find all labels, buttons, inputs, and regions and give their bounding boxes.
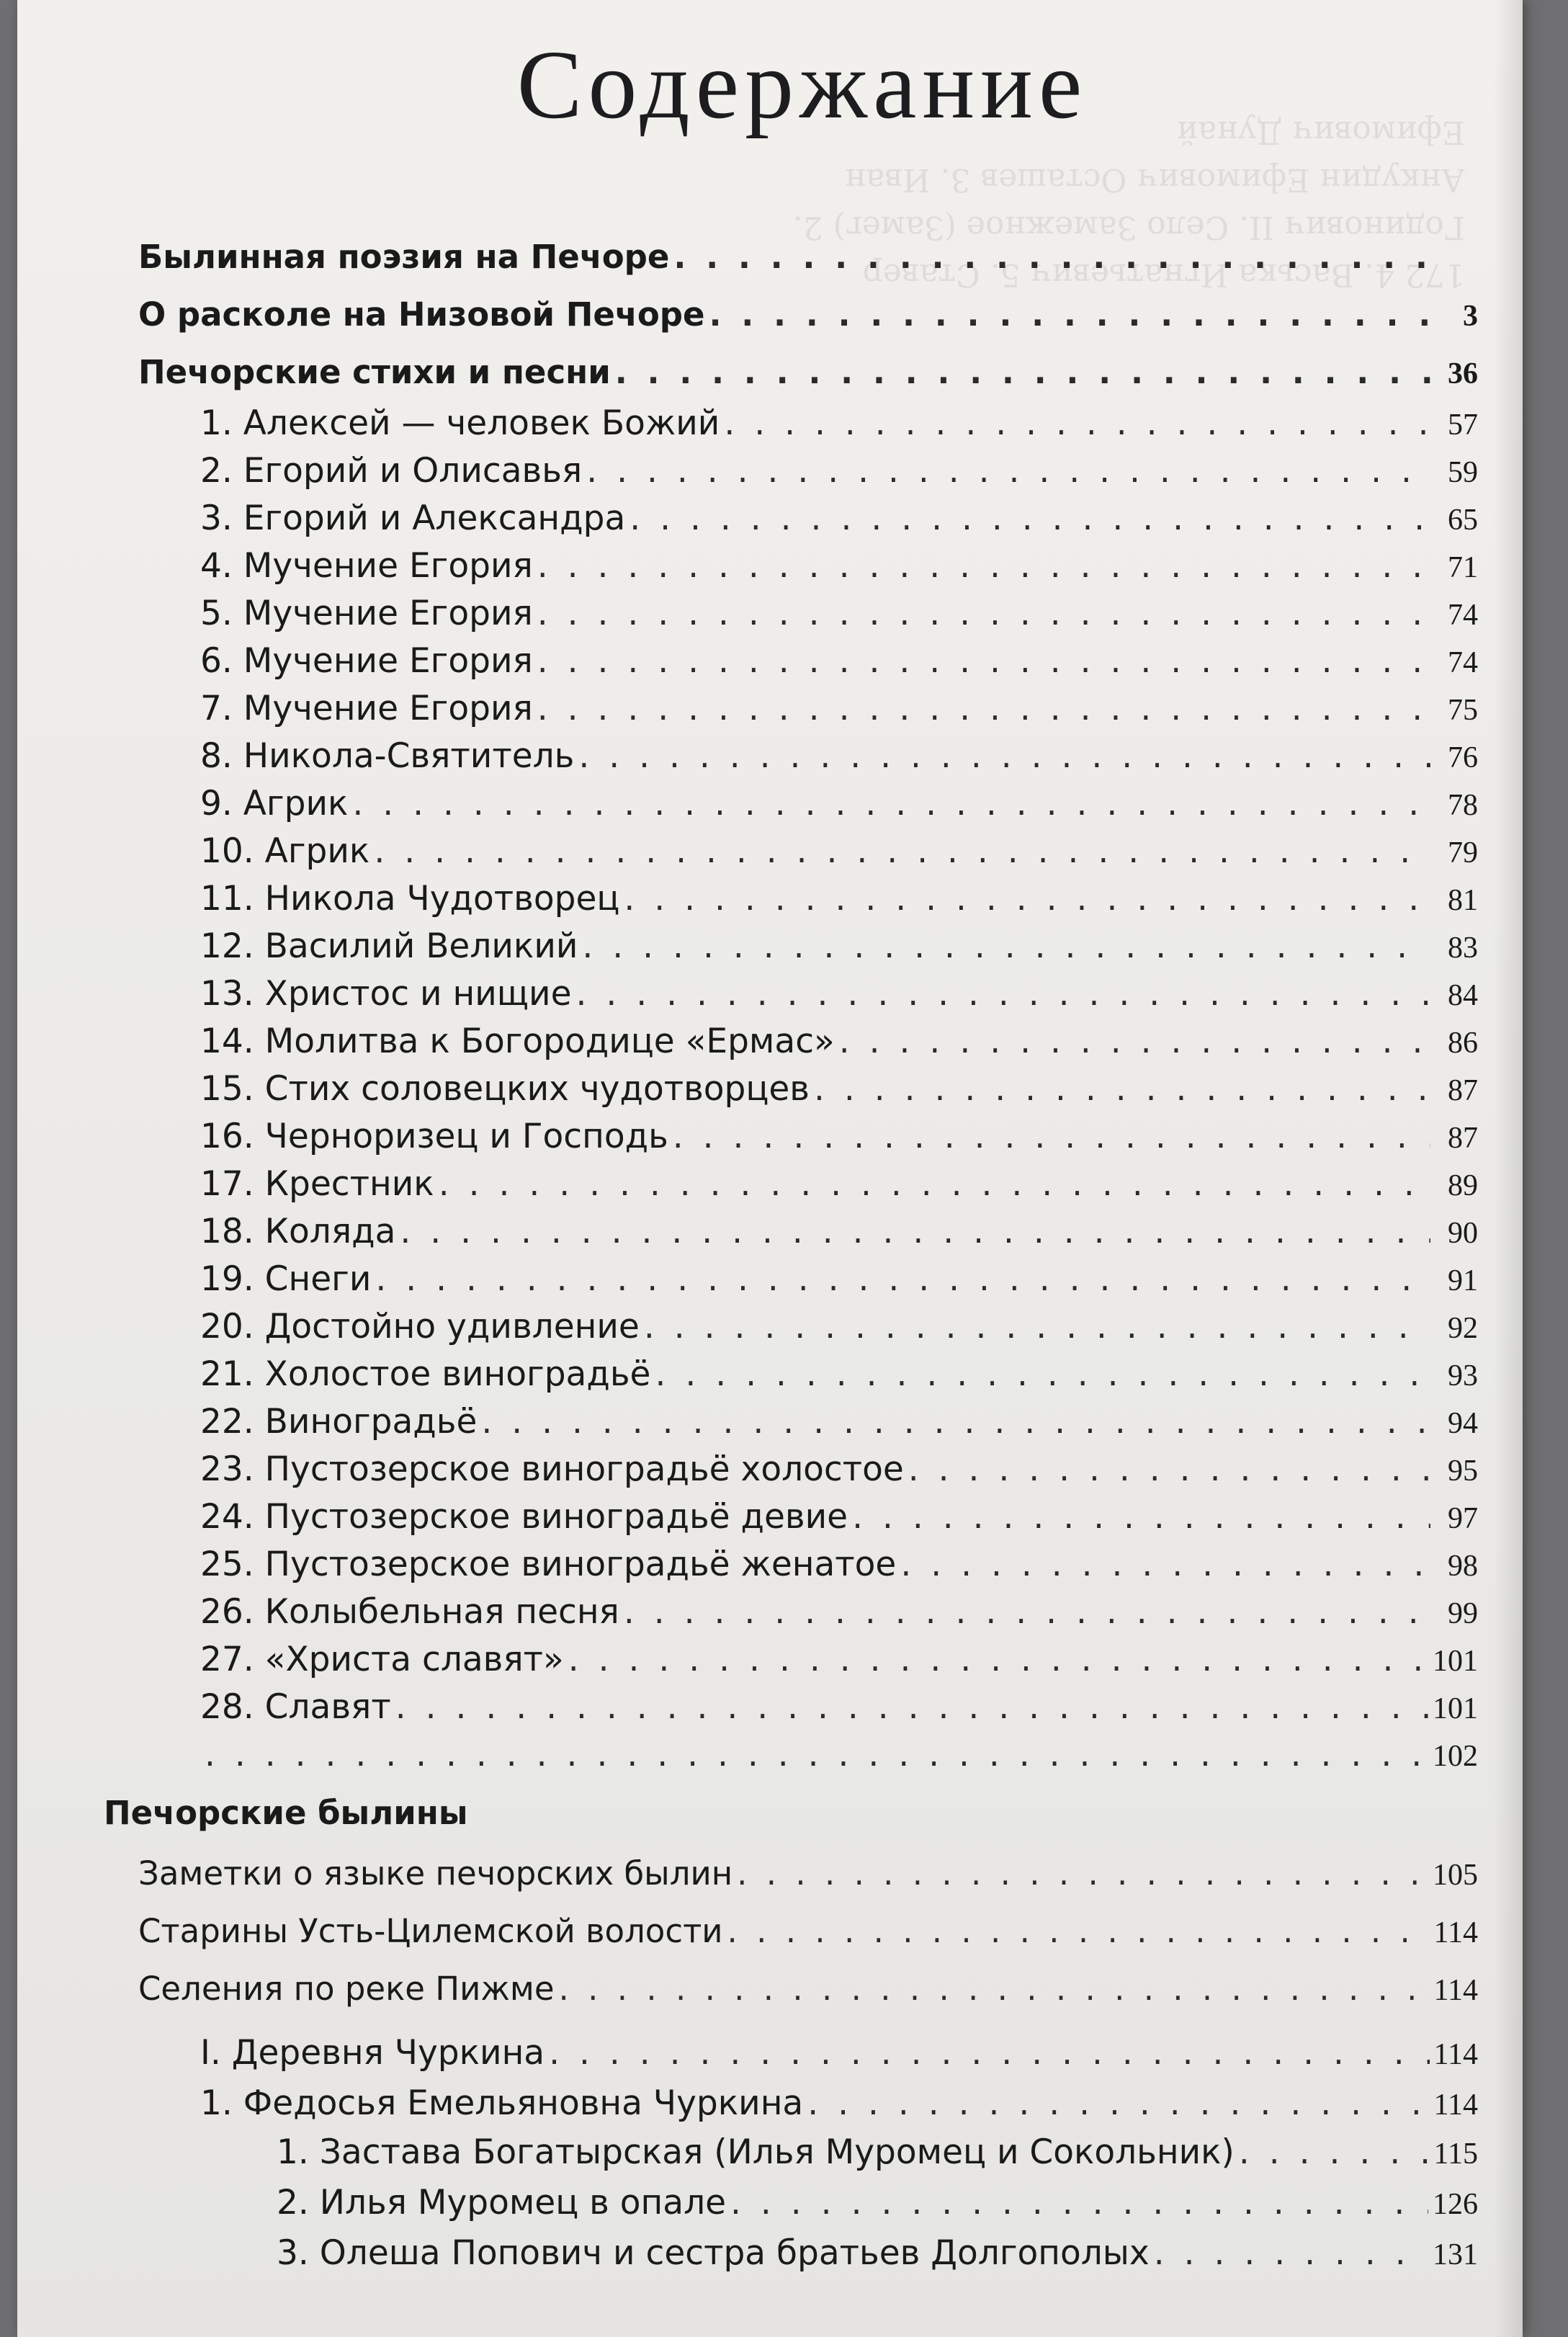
toc-entry-label: 17. Крестник: [200, 1164, 434, 1204]
dot-leader: [814, 1069, 1430, 1109]
toc-entry[interactable]: [200, 1069, 1478, 1109]
toc-entry-page: 65: [1448, 504, 1478, 537]
dot-leader: [582, 926, 1430, 966]
toc-entry-page: 75: [1448, 694, 1478, 727]
dot-leader: [374, 831, 1430, 871]
toc-entry-label: 12. Василий Великий: [200, 926, 578, 966]
toc-entry-label: 22. Виноградьё: [200, 1402, 478, 1442]
toc-entry[interactable]: [200, 689, 1478, 728]
toc-entry-page: 36: [1448, 357, 1478, 390]
toc-entry[interactable]: [200, 1307, 1478, 1346]
toc-entry-label: 3. Олеша Попович и сестра братьев Долгополых: [277, 2233, 1150, 2273]
toc-entry[interactable]: [138, 295, 1478, 334]
dot-leader: [395, 1687, 1428, 1727]
toc-entry-label: 23. Пустозерское виноградьё холостое: [200, 1449, 904, 1489]
toc-entry-label: 9. Агрик: [200, 784, 349, 823]
dot-leader: [375, 1259, 1430, 1299]
toc-entry[interactable]: [200, 1497, 1478, 1537]
dot-leader: [624, 879, 1430, 919]
toc-entry[interactable]: [277, 2132, 1478, 2172]
dot-leader: [630, 499, 1430, 538]
toc-entry[interactable]: [200, 2083, 1478, 2123]
toc-entry-page: 114: [1433, 1916, 1478, 1949]
toc-entry-page: 114: [1433, 1974, 1478, 2007]
toc-entry-page: 93: [1448, 1359, 1478, 1393]
dot-leader: [1239, 2132, 1430, 2172]
toc-entry[interactable]: [200, 641, 1478, 681]
dot-leader: [727, 1912, 1430, 1950]
toc-entry-label: 1. Застава Богатырская (Илья Муромец и Сокольник): [277, 2132, 1235, 2172]
toc-entry[interactable]: [104, 1794, 1478, 1832]
dot-leader: [709, 295, 1430, 334]
toc-entry-label: 25. Пустозерское виноградьё женатое: [200, 1545, 897, 1584]
toc-entry[interactable]: [138, 353, 1478, 391]
toc-entry-label: 5. Мучение Егория: [200, 594, 533, 633]
dot-leader: [807, 2083, 1429, 2123]
toc-entry-label: Заметки о языке печорских былин: [138, 1854, 733, 1893]
toc-entry-label: 8. Никола-Святитель: [200, 736, 575, 776]
toc-entry-page: 126: [1433, 2188, 1478, 2221]
toc-entry[interactable]: [200, 879, 1478, 919]
toc-entry[interactable]: [200, 736, 1478, 776]
toc-entry-label: 14. Молитва к Богородице «Ермас»: [200, 1022, 835, 1061]
dot-leader: [730, 2183, 1428, 2222]
dot-leader: [439, 1164, 1430, 1204]
toc-entry-label: 18. Коляда: [200, 1212, 396, 1251]
toc-entry-page: 84: [1448, 979, 1478, 1012]
toc-entry-page: 59: [1448, 456, 1478, 489]
toc-entry-page: 57: [1448, 408, 1478, 442]
show-through-text: 172 4. Васька Игнатьевич 5. Ставер Годинович II. Село Замежное (Замег) 2. Анкудин Ефимович Осташев 3. Иван Ефимович Дунай: [792, 114, 1465, 293]
toc-entry-page: 97: [1448, 1502, 1478, 1535]
toc-entry[interactable]: [200, 974, 1478, 1014]
toc-entry-label: Былинная поэзия на Печоре: [138, 238, 670, 276]
toc-entry[interactable]: [138, 1854, 1478, 1893]
toc-entry-label: 21. Холостое виноградьё: [200, 1354, 651, 1394]
toc-entry[interactable]: [138, 238, 1478, 276]
dot-leader: [644, 1307, 1430, 1346]
toc-entry[interactable]: [277, 2183, 1478, 2222]
toc-entry-page: 131: [1433, 2238, 1478, 2271]
toc-entry-page: 92: [1448, 1312, 1478, 1345]
toc-entry-label: 3. Егорий и Александра: [200, 499, 626, 538]
toc-entry[interactable]: [200, 1212, 1478, 1251]
dot-leader: [724, 403, 1430, 443]
toc-entry[interactable]: [277, 2233, 1478, 2273]
dot-leader: [852, 1497, 1430, 1537]
dot-leader: [537, 641, 1430, 681]
toc-entry-label: 15. Стих соловецких чудотворцев: [200, 1069, 810, 1109]
dot-leader: [205, 1735, 1428, 1774]
dot-leader: [578, 736, 1430, 776]
toc-entry-label: 11. Никола Чудотворец: [200, 879, 620, 919]
toc-entry[interactable]: [200, 1640, 1478, 1679]
toc-entry-page: 79: [1448, 836, 1478, 870]
dot-leader: [624, 1592, 1430, 1632]
dot-leader: [586, 451, 1430, 491]
dot-leader: [537, 689, 1430, 728]
toc-entry-label: 6. Мучение Егория: [200, 641, 533, 681]
toc-entry-page: 3: [1463, 300, 1478, 333]
toc-entry-label: 24. Пустозерское виноградьё девие: [200, 1497, 848, 1537]
dot-leader: [673, 1117, 1430, 1156]
toc-entry[interactable]: [200, 1259, 1478, 1299]
dot-leader: [737, 1854, 1428, 1893]
dot-leader: [549, 2033, 1429, 2073]
toc-entry-label: 10. Агрик: [200, 831, 370, 871]
toc-entry[interactable]: [200, 1117, 1478, 1156]
toc-entry-label: 7. Мучение Егория: [200, 689, 533, 728]
toc-entry-label: Старины Усть-Цилемской волости: [138, 1912, 723, 1950]
toc-entry-label: Селения по реке Пижме: [138, 1970, 555, 2008]
dot-leader: [481, 1402, 1430, 1442]
dot-leader: [908, 1449, 1430, 1489]
toc-entry-label: Печорские былины: [104, 1794, 468, 1832]
toc-entry[interactable]: [200, 784, 1478, 823]
toc-entry-page: 101: [1433, 1692, 1478, 1725]
toc-entry[interactable]: [200, 1735, 1478, 1774]
toc-entry-page: 98: [1448, 1550, 1478, 1583]
toc-entry-page: 95: [1448, 1455, 1478, 1488]
dot-leader: [615, 353, 1430, 391]
dot-leader: [352, 784, 1430, 823]
toc-entry-page: 74: [1448, 646, 1478, 679]
toc-entry[interactable]: [200, 1687, 1478, 1727]
table-of-contents: [17, 0, 1523, 2337]
toc-entry-label: 1. Алексей — человек Божий: [200, 403, 720, 443]
dot-leader: [537, 546, 1430, 586]
dot-leader: [839, 1022, 1430, 1061]
dot-leader: [568, 1640, 1428, 1679]
toc-entry[interactable]: [200, 1164, 1478, 1204]
toc-entry[interactable]: [200, 546, 1478, 586]
toc-entry-label: 20. Достойно удивление: [200, 1307, 640, 1346]
dot-leader: [673, 238, 1430, 276]
toc-entry-label: 2. Илья Муромец в опале: [277, 2183, 727, 2222]
toc-entry-label: 16. Черноризец и Господь: [200, 1117, 668, 1156]
toc-entry[interactable]: [138, 1970, 1478, 2008]
toc-entry-page: 105: [1433, 1859, 1478, 1892]
toc-entry-page: 76: [1448, 741, 1478, 774]
toc-entry-page: 87: [1448, 1074, 1478, 1107]
toc-entry[interactable]: [200, 2033, 1478, 2073]
toc-entry-label: 4. Мучение Егория: [200, 546, 533, 586]
dot-leader: [537, 594, 1430, 633]
page-title: Содержание: [516, 31, 1088, 139]
toc-entry-page: 71: [1448, 551, 1478, 584]
toc-entry-page: 114: [1433, 2038, 1478, 2071]
toc-entry-label: 19. Снеги: [200, 1259, 372, 1299]
toc-entry-page: 74: [1448, 599, 1478, 632]
toc-entry-page: 90: [1448, 1217, 1478, 1250]
toc-entry-page: 89: [1448, 1169, 1478, 1202]
toc-entry-page: 101: [1433, 1645, 1478, 1678]
toc-entry-label: 27. «Христа славят»: [200, 1640, 564, 1679]
toc-entry-page: 83: [1448, 931, 1478, 965]
toc-entry[interactable]: [200, 1402, 1478, 1442]
toc-entry[interactable]: [200, 403, 1478, 443]
toc-entry-label: 1. Федосья Емельяновна Чуркина: [200, 2083, 804, 2123]
toc-entry[interactable]: [200, 499, 1478, 538]
toc-entry-page: 87: [1448, 1122, 1478, 1155]
toc-entry[interactable]: [138, 1912, 1478, 1950]
dot-leader: [900, 1545, 1430, 1584]
toc-entry-label: 2. Егорий и Олисавья: [200, 451, 583, 491]
toc-entry-label: 28. Славят: [200, 1687, 391, 1727]
toc-entry-page: 86: [1448, 1027, 1478, 1060]
toc-entry[interactable]: [200, 926, 1478, 966]
toc-entry-page: 81: [1448, 884, 1478, 917]
dot-leader: [655, 1354, 1430, 1394]
toc-entry-page: 78: [1448, 789, 1478, 822]
toc-entry-page: 91: [1448, 1264, 1478, 1297]
toc-entry[interactable]: [200, 451, 1478, 491]
toc-entry[interactable]: [200, 831, 1478, 871]
toc-entry-page: 99: [1448, 1597, 1478, 1630]
toc-entry-label: I. Деревня Чуркина: [200, 2033, 545, 2073]
book-page: [17, 0, 1523, 2337]
toc-entry[interactable]: [200, 1449, 1478, 1489]
toc-entry-page: 115: [1433, 2137, 1478, 2171]
toc-entry-label: Печорские стихи и песни: [138, 353, 611, 391]
dot-leader: [576, 974, 1430, 1014]
toc-entry-label: 13. Христос и нищие: [200, 974, 572, 1014]
toc-entry-page: 94: [1448, 1407, 1478, 1440]
toc-entry[interactable]: [200, 1592, 1478, 1632]
toc-entry-page: 114: [1433, 2088, 1478, 2122]
toc-entry-page: 102: [1433, 1740, 1478, 1773]
dot-leader: [559, 1970, 1430, 2008]
toc-entry[interactable]: [200, 1354, 1478, 1394]
toc-entry-label: О расколе на Низовой Печоре: [138, 295, 705, 334]
toc-entry-label: 26. Колыбельная песня: [200, 1592, 619, 1632]
dot-leader: [1154, 2233, 1428, 2273]
toc-entry[interactable]: [200, 1022, 1478, 1061]
toc-entry[interactable]: [200, 1545, 1478, 1584]
dot-leader: [400, 1212, 1430, 1251]
toc-entry[interactable]: [200, 594, 1478, 633]
